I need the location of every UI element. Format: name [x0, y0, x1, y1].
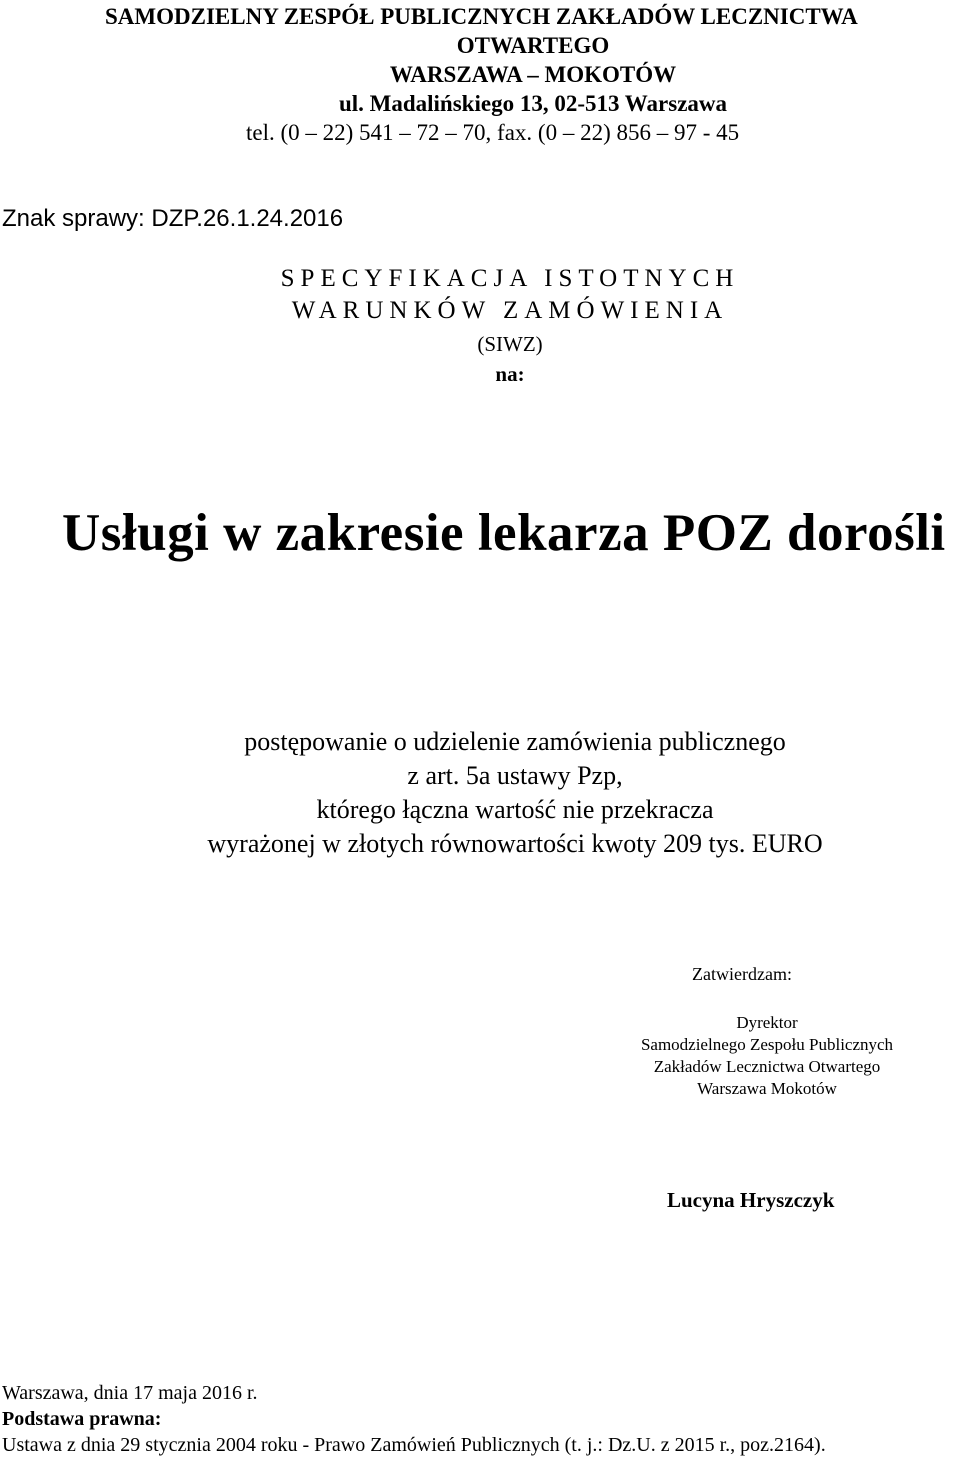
legal-basis-label: Podstawa prawna: [2, 1408, 162, 1430]
place-date: Warszawa, dnia 17 maja 2016 r. [2, 1382, 258, 1404]
description-line-4: wyrażonej w złotych równowartości kwoty 209 tys. EURO [207, 829, 823, 858]
case-number: Znak sprawy: DZP.26.1.24.2016 [2, 205, 344, 232]
org-name-line-2: OTWARTEGO [456, 33, 610, 58]
approval-org-line-3: Warszawa Mokotów [697, 1079, 837, 1098]
title-on: na: [495, 362, 525, 386]
org-name-line-3: WARSZAWA – MOKOTÓW [389, 62, 677, 87]
approval-org-line-1: Samodzielnego Zespołu Publicznych [640, 1035, 894, 1054]
title-abbreviation: (SIWZ) [477, 332, 543, 356]
org-address: ul. Madalińskiego 13, 02-513 Warszawa [338, 91, 728, 116]
description-line-1: postępowanie o udzielenie zamówienia publicznego [244, 727, 786, 756]
procurement-subject: Usługi w zakresie lekarza POZ dorośli [62, 504, 946, 562]
approval-heading: Zatwierdzam: [692, 964, 792, 984]
legal-basis-text: Ustawa z dnia 29 stycznia 2004 roku - Prawo Zamówień Publicznych (t. j.: Dz.U. z 2015 r., poz.2164). [2, 1434, 826, 1456]
approval-role: Dyrektor [736, 1013, 798, 1032]
org-contact: tel. (0 – 22) 541 – 72 – 70, fax. (0 – 22) 856 – 97 - 45 [246, 120, 740, 145]
approval-org-line-2: Zakładów Lecznictwa Otwartego [653, 1057, 881, 1076]
org-name-line-1: SAMODZIELNY ZESPÓŁ PUBLICZNYCH ZAKŁADÓW LECZNICTWA [105, 4, 858, 29]
description-line-3: którego łączna wartość nie przekracza [316, 795, 714, 824]
title-line-1: SPECYFIKACJA ISTOTNYCH [280, 265, 740, 292]
description-line-2: z art. 5a ustawy Pzp, [407, 761, 623, 790]
signer-name: Lucyna Hryszczyk [667, 1188, 835, 1212]
title-line-2: WARUNKÓW ZAMÓWIENIA [291, 297, 729, 324]
